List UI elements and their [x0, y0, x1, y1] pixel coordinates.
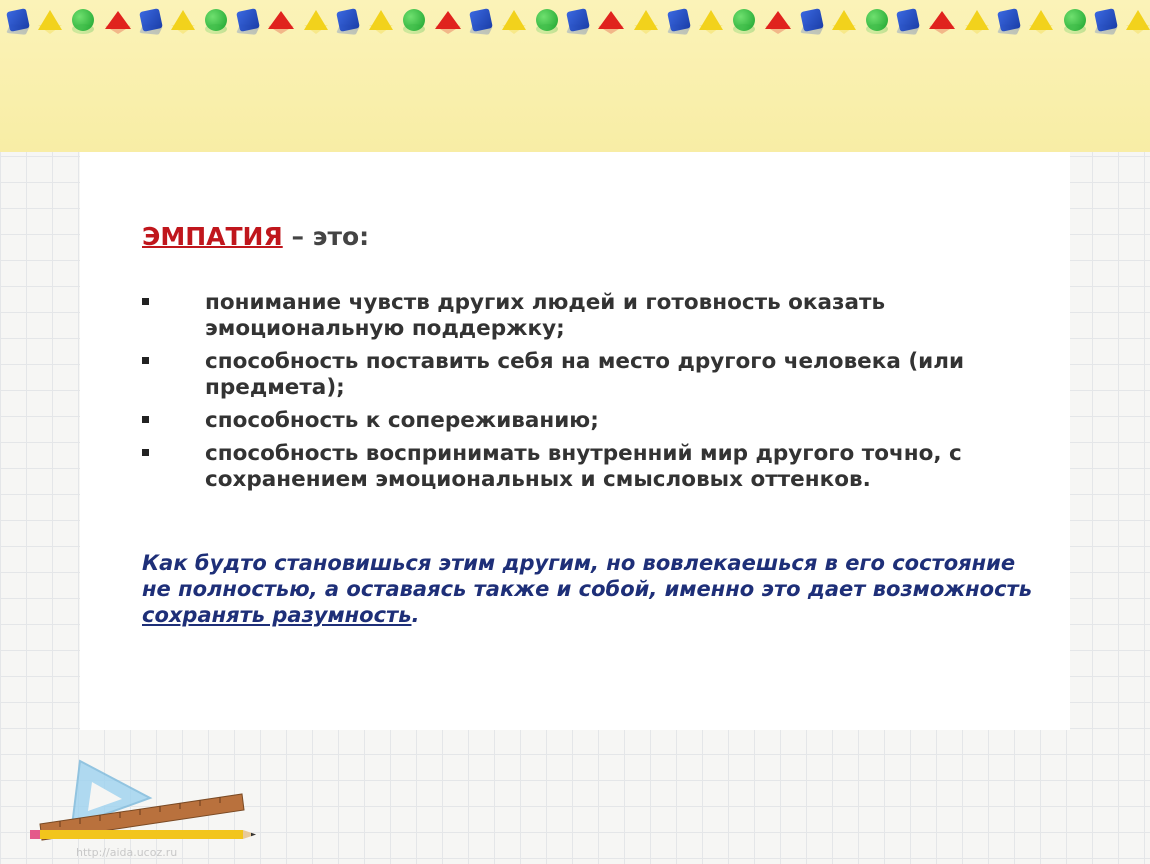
- quote-end: .: [411, 603, 420, 627]
- green-sphere-icon: [72, 24, 94, 34]
- source-watermark: http://aida.ucoz.ru: [76, 846, 178, 859]
- blue-cube-icon: [667, 24, 691, 35]
- square-bullet-icon: [142, 416, 149, 423]
- blue-cube-icon: [997, 24, 1021, 35]
- green-sphere-icon: [205, 24, 227, 34]
- green-sphere-icon: [866, 24, 888, 34]
- list-item-text: способность поставить себя на место другого человека (или предмета);: [205, 349, 965, 400]
- top-decor-band: [0, 0, 1150, 152]
- yellow-triangle-icon: [634, 25, 658, 34]
- blue-cube-icon: [896, 24, 920, 35]
- green-sphere-icon: [403, 24, 425, 34]
- blue-cube-icon: [139, 24, 163, 35]
- blue-cube-icon: [469, 24, 493, 35]
- blue-cube-icon: [800, 24, 824, 35]
- list-item-text: способность воспринимать внутренний мир другого точно, с сохранением эмоциональных и смысловых оттенков.: [205, 441, 962, 492]
- green-sphere-icon: [733, 24, 755, 34]
- list-item-text: способность к сопереживанию;: [205, 408, 599, 433]
- list-item-text: понимание чувств других людей и готовность оказать эмоциональную поддержку;: [205, 290, 886, 341]
- term-empathy: ЭМПАТИЯ: [142, 222, 283, 251]
- quote-underlined-text: сохранять разумность: [142, 603, 412, 627]
- red-pyramid-icon: [765, 26, 791, 34]
- yellow-triangle-icon: [832, 25, 856, 34]
- yellow-triangle-icon: [699, 25, 723, 34]
- square-bullet-icon: [142, 357, 149, 364]
- red-pyramid-icon: [435, 26, 461, 34]
- list-item: [142, 408, 1022, 434]
- blue-cube-icon: [236, 24, 260, 35]
- quote-text: Как будто становишься этим другим, но вовлекаешься в его состояние не полностью, а оставаясь также и собой, именно это дает возможность: [142, 551, 1032, 601]
- list-item: [142, 290, 1022, 342]
- yellow-triangle-icon: [502, 25, 526, 34]
- italic-quote: [142, 550, 1042, 628]
- list-item: [142, 349, 1022, 401]
- blue-cube-icon: [1094, 24, 1118, 35]
- square-bullet-icon: [142, 298, 149, 305]
- term-suffix: – это:: [282, 222, 370, 251]
- red-pyramid-icon: [105, 26, 131, 34]
- yellow-triangle-icon: [1126, 25, 1150, 34]
- blue-cube-icon: [6, 24, 30, 35]
- green-sphere-icon: [1064, 24, 1086, 34]
- square-bullet-icon: [142, 449, 149, 456]
- list-item: [142, 441, 1022, 493]
- yellow-triangle-icon: [1029, 25, 1053, 34]
- red-pyramid-icon: [598, 26, 624, 34]
- yellow-triangle-icon: [965, 25, 989, 34]
- definition-heading: [142, 222, 369, 251]
- blue-cube-icon: [566, 24, 590, 35]
- ruler-triangle-pencil-icon: [30, 756, 270, 856]
- yellow-triangle-icon: [369, 25, 393, 34]
- definition-list: [142, 290, 1022, 500]
- red-pyramid-icon: [268, 26, 294, 34]
- yellow-triangle-icon: [171, 25, 195, 34]
- green-sphere-icon: [536, 24, 558, 34]
- shapes-reflection: [8, 29, 1150, 34]
- blue-cube-icon: [336, 24, 360, 35]
- yellow-triangle-icon: [38, 25, 62, 34]
- red-pyramid-icon: [929, 26, 955, 34]
- slide-content: [80, 152, 1070, 730]
- yellow-triangle-icon: [304, 25, 328, 34]
